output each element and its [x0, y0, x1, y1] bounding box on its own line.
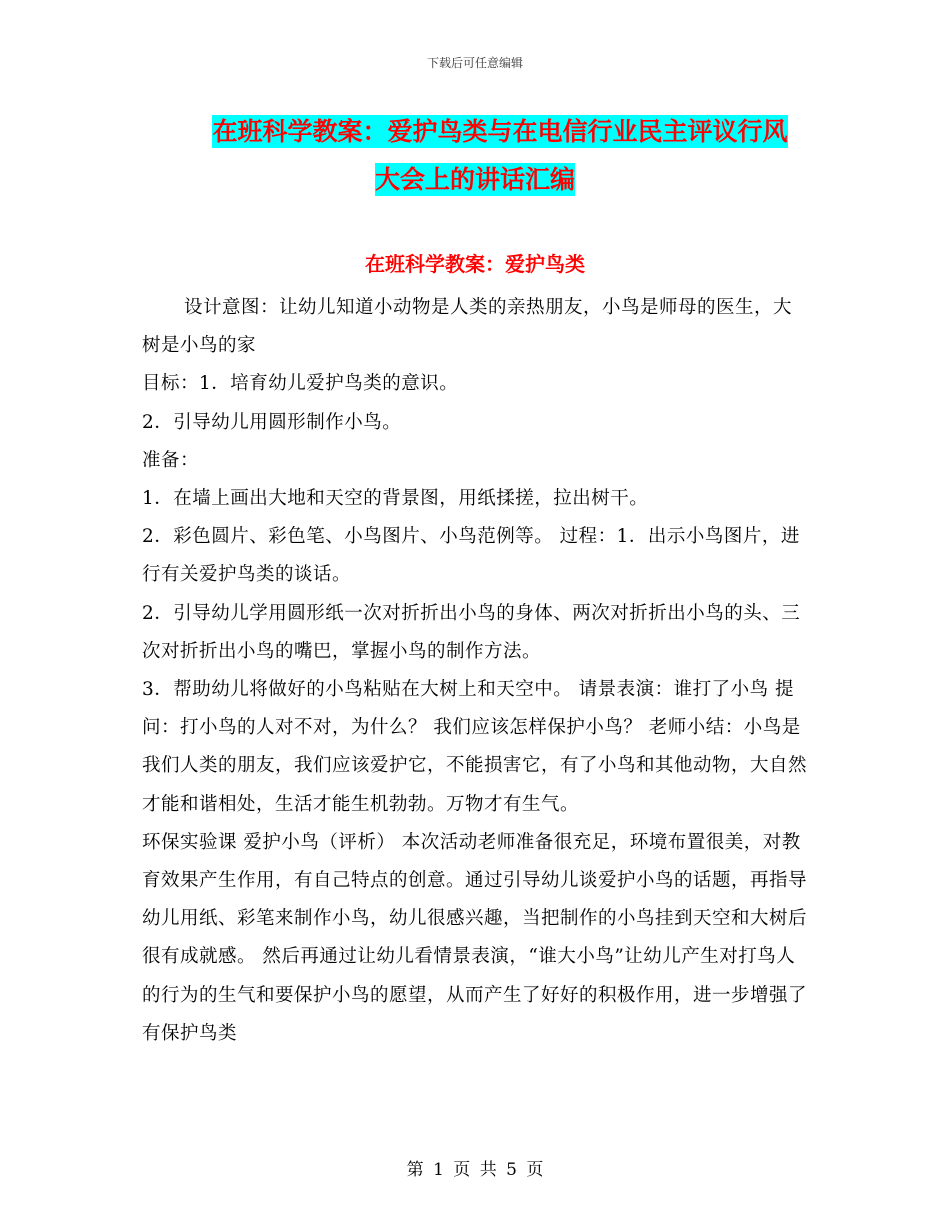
document-title — [0, 108, 950, 204]
page-header: 下载后可任意编辑 — [426, 56, 523, 70]
title-line-2: 大会上的讲话汇编 — [374, 165, 575, 194]
page-footer: 第 1 页 共 5 页 — [406, 1160, 544, 1180]
paragraph-goal-2: 2．引导幼儿用圆形制作小鸟。 — [142, 411, 402, 433]
paragraph-design-intent: 设计意图：让幼儿知道小动物是人类的亲热朋友，小鸟是师母的医生，大树是小鸟的家 — [142, 297, 793, 357]
section-title: 在班科学教案：爱护鸟类 — [365, 252, 585, 276]
paragraph-evaluation: 环保实验课 爱护小鸟（评析） 本次活动老师准备很充足，环境布置很美，对教育效果产生作用，有自己特点的创意。通过引导幼儿谈爱护小鸟的话题，再指导幼儿用纸、彩笔来制作小鸟，幼儿很感兴趣，当把制作的小鸟挂到天空和大树后很有成就感。 然后再通过让幼儿看情景表演，“谁大小鸟”让幼儿产生对打鸟人的行为的生气和要保护小鸟的愿望，从而产生了好好的积极作用，进一步增强了有保护鸟类 — [142, 831, 808, 1044]
title-line-1: 在班科学教案：爱护鸟类与在电信行业民主评议行风 — [212, 117, 788, 146]
paragraph-goal-1: 目标：1．培育幼儿爱护鸟类的意识。 — [142, 373, 459, 395]
paragraph-preparation: 准备： — [142, 449, 200, 471]
body-text — [142, 289, 810, 1053]
paragraph-prep-1: 1．在墙上画出大地和天空的背景图，用纸揉搓，拉出树干。 — [142, 488, 649, 510]
paragraph-prep-2: 2．彩色圆片、彩色笔、小鸟图片、小鸟范例等。 过程：1．出示小鸟图片，进行有关爱护鸟类的谈话。 — [142, 526, 800, 586]
paragraph-step-3: 3．帮助幼儿将做好的小鸟粘贴在大树上和天空中。 请景表演：谁打了小鸟 提问：打小鸟的人对不对，为什么？ 我们应该怎样保护小鸟？ 老师小结：小鸟是我们人类的朋友，我们应该爱护它，不能损害它，有了小鸟和其他动物，大自然才能和谐相处，生活才能生机勃勃。万物才有生气。 — [142, 679, 808, 815]
paragraph-step-2: 2．引导幼儿学用圆形纸一次对折折出小鸟的身体、两次对折折出小鸟的头、三次对折折出小鸟的嘴巴，掌握小鸟的制作方法。 — [142, 602, 801, 662]
